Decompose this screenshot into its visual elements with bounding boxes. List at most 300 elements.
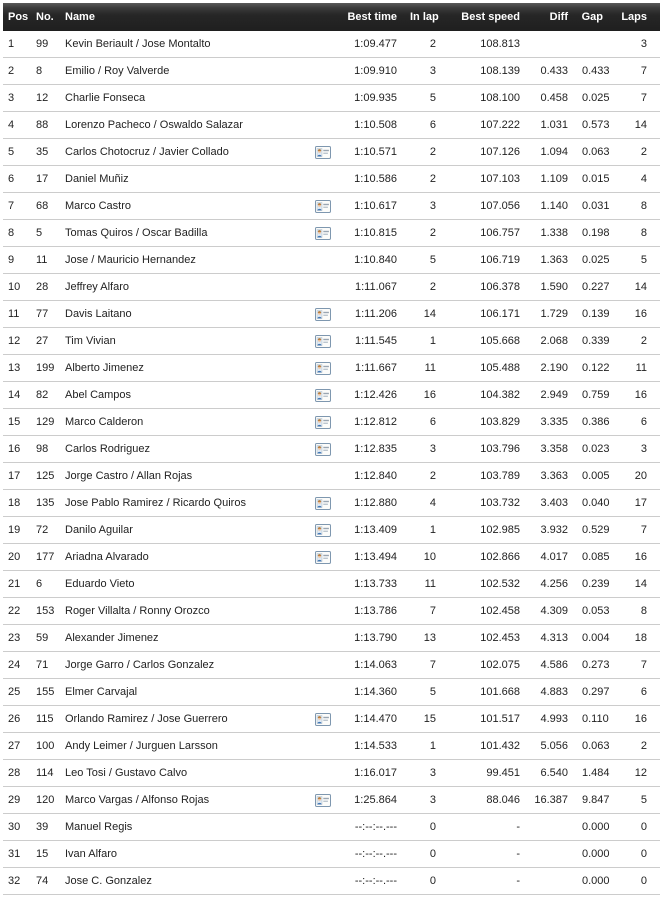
- position-cell: 10: [3, 274, 33, 301]
- best-speed-cell: 99.451: [449, 760, 533, 787]
- table-row[interactable]: [3, 301, 660, 328]
- driver-card-cell: [309, 652, 337, 679]
- car-number-cell: 28: [33, 274, 65, 301]
- driver-name-cell: Davis Laitano: [65, 301, 309, 328]
- gap-cell: 0.386: [581, 409, 616, 436]
- table-row[interactable]: [3, 733, 660, 760]
- driver-card-icon[interactable]: [315, 335, 331, 348]
- laps-cell: 14: [616, 571, 660, 598]
- gap-cell: 0.040: [581, 490, 616, 517]
- gap-cell: 0.122: [581, 355, 616, 382]
- car-number-cell: 59: [33, 625, 65, 652]
- results-panel: [3, 3, 660, 895]
- car-number-cell: 98: [33, 436, 65, 463]
- driver-name-cell: Alexander Jimenez: [65, 625, 309, 652]
- table-row[interactable]: [3, 652, 660, 679]
- position-cell: 28: [3, 760, 33, 787]
- car-number-cell: 11: [33, 247, 65, 274]
- car-number-cell: 120: [33, 787, 65, 814]
- driver-card-icon[interactable]: [315, 794, 331, 807]
- best-time-cell: 1:10.586: [337, 166, 410, 193]
- driver-name-cell: Tim Vivian: [65, 328, 309, 355]
- table-row[interactable]: [3, 598, 660, 625]
- laps-cell: 8: [616, 193, 660, 220]
- in-lap-cell: 3: [410, 58, 449, 85]
- table-row[interactable]: [3, 166, 660, 193]
- in-lap-cell: 16: [410, 382, 449, 409]
- best-time-cell: 1:14.470: [337, 706, 410, 733]
- in-lap-cell: 1: [410, 517, 449, 544]
- best-speed-cell: 102.985: [449, 517, 533, 544]
- car-number-cell: 155: [33, 679, 65, 706]
- position-cell: 9: [3, 247, 33, 274]
- position-cell: 20: [3, 544, 33, 571]
- driver-card-cell: [309, 733, 337, 760]
- driver-card-icon[interactable]: [315, 524, 331, 537]
- header-in-lap: In lap: [410, 3, 449, 31]
- laps-cell: 0: [616, 868, 660, 895]
- driver-card-icon[interactable]: [315, 551, 331, 564]
- table-row[interactable]: [3, 31, 660, 58]
- driver-card-cell: [309, 328, 337, 355]
- best-time-cell: 1:09.935: [337, 85, 410, 112]
- driver-name-cell: Roger Villalta / Ronny Orozco: [65, 598, 309, 625]
- gap-cell: 0.053: [581, 598, 616, 625]
- car-number-cell: 115: [33, 706, 65, 733]
- car-number-cell: 114: [33, 760, 65, 787]
- laps-cell: 6: [616, 409, 660, 436]
- diff-cell: 4.309: [533, 598, 581, 625]
- laps-cell: 8: [616, 598, 660, 625]
- in-lap-cell: 2: [410, 220, 449, 247]
- header-no: No.: [33, 3, 65, 31]
- laps-cell: 17: [616, 490, 660, 517]
- best-speed-cell: 107.103: [449, 166, 533, 193]
- driver-card-cell: [309, 841, 337, 868]
- gap-cell: 0.110: [581, 706, 616, 733]
- in-lap-cell: 5: [410, 679, 449, 706]
- laps-cell: 2: [616, 139, 660, 166]
- laps-cell: 4: [616, 166, 660, 193]
- diff-cell: 3.363: [533, 463, 581, 490]
- table-row[interactable]: [3, 706, 660, 733]
- gap-cell: 0.239: [581, 571, 616, 598]
- best-speed-cell: 101.668: [449, 679, 533, 706]
- position-cell: 6: [3, 166, 33, 193]
- best-speed-cell: 103.732: [449, 490, 533, 517]
- position-cell: 3: [3, 85, 33, 112]
- best-speed-cell: 105.668: [449, 328, 533, 355]
- table-row[interactable]: [3, 571, 660, 598]
- best-time-cell: 1:13.494: [337, 544, 410, 571]
- table-row[interactable]: [3, 112, 660, 139]
- gap-cell: 0.227: [581, 274, 616, 301]
- diff-cell: 2.949: [533, 382, 581, 409]
- car-number-cell: 17: [33, 166, 65, 193]
- table-row[interactable]: [3, 220, 660, 247]
- laps-cell: 3: [616, 31, 660, 58]
- laps-cell: 16: [616, 301, 660, 328]
- driver-card-cell: [309, 247, 337, 274]
- car-number-cell: 129: [33, 409, 65, 436]
- table-header: [3, 3, 660, 31]
- driver-card-icon[interactable]: [315, 389, 331, 402]
- driver-name-cell: Daniel Muñiz: [65, 166, 309, 193]
- driver-name-cell: Jorge Garro / Carlos Gonzalez: [65, 652, 309, 679]
- header-best-time: Best time: [337, 3, 410, 31]
- car-number-cell: 71: [33, 652, 65, 679]
- laps-cell: 20: [616, 463, 660, 490]
- driver-card-cell: [309, 409, 337, 436]
- position-cell: 18: [3, 490, 33, 517]
- position-cell: 2: [3, 58, 33, 85]
- table-row[interactable]: [3, 544, 660, 571]
- best-speed-cell: 107.222: [449, 112, 533, 139]
- driver-card-cell: [309, 139, 337, 166]
- best-speed-cell: 108.813: [449, 31, 533, 58]
- table-row[interactable]: [3, 409, 660, 436]
- driver-card-cell: [309, 436, 337, 463]
- gap-cell: 0.433: [581, 58, 616, 85]
- best-time-cell: 1:10.840: [337, 247, 410, 274]
- laps-cell: 14: [616, 112, 660, 139]
- driver-name-cell: Marco Vargas / Alfonso Rojas: [65, 787, 309, 814]
- diff-cell: [533, 814, 581, 841]
- diff-cell: 4.883: [533, 679, 581, 706]
- laps-cell: 5: [616, 787, 660, 814]
- driver-card-cell: [309, 274, 337, 301]
- laps-cell: 7: [616, 517, 660, 544]
- diff-cell: 1.590: [533, 274, 581, 301]
- driver-card-cell: [309, 58, 337, 85]
- in-lap-cell: 0: [410, 841, 449, 868]
- best-speed-cell: 106.171: [449, 301, 533, 328]
- driver-name-cell: Ariadna Alvarado: [65, 544, 309, 571]
- position-cell: 21: [3, 571, 33, 598]
- driver-name-cell: Jose C. Gonzalez: [65, 868, 309, 895]
- best-time-cell: --:--:--.---: [337, 868, 410, 895]
- driver-name-cell: Ivan Alfaro: [65, 841, 309, 868]
- car-number-cell: 27: [33, 328, 65, 355]
- car-number-cell: 35: [33, 139, 65, 166]
- driver-card-cell: [309, 490, 337, 517]
- best-time-cell: 1:10.508: [337, 112, 410, 139]
- table-row[interactable]: [3, 58, 660, 85]
- best-speed-cell: 102.075: [449, 652, 533, 679]
- laps-cell: 8: [616, 220, 660, 247]
- in-lap-cell: 11: [410, 355, 449, 382]
- gap-cell: 0.139: [581, 301, 616, 328]
- driver-card-icon[interactable]: [315, 200, 331, 213]
- driver-name-cell: Leo Tosi / Gustavo Calvo: [65, 760, 309, 787]
- driver-name-cell: Alberto Jimenez: [65, 355, 309, 382]
- best-speed-cell: 106.719: [449, 247, 533, 274]
- driver-card-cell: [309, 571, 337, 598]
- driver-card-icon[interactable]: [315, 416, 331, 429]
- table-row[interactable]: [3, 868, 660, 895]
- diff-cell: 1.031: [533, 112, 581, 139]
- position-cell: 22: [3, 598, 33, 625]
- driver-card-icon[interactable]: [315, 362, 331, 375]
- best-time-cell: 1:12.835: [337, 436, 410, 463]
- best-time-cell: 1:13.733: [337, 571, 410, 598]
- position-cell: 27: [3, 733, 33, 760]
- car-number-cell: 99: [33, 31, 65, 58]
- header-pos: Pos: [3, 3, 33, 31]
- in-lap-cell: 0: [410, 814, 449, 841]
- best-speed-cell: -: [449, 814, 533, 841]
- diff-cell: 3.403: [533, 490, 581, 517]
- table-row[interactable]: [3, 679, 660, 706]
- diff-cell: [533, 841, 581, 868]
- gap-cell: 0.023: [581, 436, 616, 463]
- car-number-cell: 5: [33, 220, 65, 247]
- diff-cell: 4.256: [533, 571, 581, 598]
- driver-card-icon[interactable]: [315, 713, 331, 726]
- laps-cell: 18: [616, 625, 660, 652]
- in-lap-cell: 5: [410, 247, 449, 274]
- best-speed-cell: 106.378: [449, 274, 533, 301]
- best-speed-cell: 102.866: [449, 544, 533, 571]
- gap-cell: 0.198: [581, 220, 616, 247]
- position-cell: 24: [3, 652, 33, 679]
- best-speed-cell: 102.458: [449, 598, 533, 625]
- table-row[interactable]: [3, 85, 660, 112]
- driver-card-cell: [309, 382, 337, 409]
- gap-cell: 0.015: [581, 166, 616, 193]
- laps-cell: 7: [616, 58, 660, 85]
- in-lap-cell: 7: [410, 652, 449, 679]
- gap-cell: 0.005: [581, 463, 616, 490]
- driver-name-cell: Elmer Carvajal: [65, 679, 309, 706]
- driver-name-cell: Carlos Rodriguez: [65, 436, 309, 463]
- gap-cell: 0.297: [581, 679, 616, 706]
- driver-card-icon[interactable]: [315, 308, 331, 321]
- best-speed-cell: 103.796: [449, 436, 533, 463]
- laps-cell: 11: [616, 355, 660, 382]
- laps-cell: 0: [616, 814, 660, 841]
- driver-card-cell: [309, 355, 337, 382]
- table-row[interactable]: [3, 274, 660, 301]
- driver-card-cell: [309, 517, 337, 544]
- car-number-cell: 82: [33, 382, 65, 409]
- best-time-cell: 1:14.533: [337, 733, 410, 760]
- table-row[interactable]: [3, 760, 660, 787]
- driver-card-cell: [309, 760, 337, 787]
- driver-card-cell: [309, 544, 337, 571]
- best-speed-cell: 101.432: [449, 733, 533, 760]
- driver-name-cell: Kevin Beriault / Jose Montalto: [65, 31, 309, 58]
- position-cell: 12: [3, 328, 33, 355]
- driver-card-icon[interactable]: [315, 443, 331, 456]
- best-speed-cell: 102.532: [449, 571, 533, 598]
- position-cell: 19: [3, 517, 33, 544]
- driver-card-cell: [309, 193, 337, 220]
- car-number-cell: 72: [33, 517, 65, 544]
- position-cell: 16: [3, 436, 33, 463]
- table-row[interactable]: [3, 490, 660, 517]
- results-table-body: [3, 31, 660, 895]
- diff-cell: 3.358: [533, 436, 581, 463]
- car-number-cell: 199: [33, 355, 65, 382]
- driver-card-cell: [309, 166, 337, 193]
- driver-name-cell: Jose / Mauricio Hernandez: [65, 247, 309, 274]
- header-name: Name: [65, 3, 309, 31]
- driver-name-cell: Jorge Castro / Allan Rojas: [65, 463, 309, 490]
- gap-cell: 0.000: [581, 868, 616, 895]
- in-lap-cell: 2: [410, 463, 449, 490]
- table-row[interactable]: [3, 193, 660, 220]
- diff-cell: 4.017: [533, 544, 581, 571]
- car-number-cell: 177: [33, 544, 65, 571]
- best-time-cell: 1:09.477: [337, 31, 410, 58]
- best-speed-cell: 103.829: [449, 409, 533, 436]
- table-row[interactable]: [3, 436, 660, 463]
- best-speed-cell: 106.757: [449, 220, 533, 247]
- table-row[interactable]: [3, 247, 660, 274]
- header-best-speed: Best speed: [449, 3, 533, 31]
- in-lap-cell: 0: [410, 868, 449, 895]
- laps-cell: 3: [616, 436, 660, 463]
- laps-cell: 2: [616, 328, 660, 355]
- diff-cell: 0.433: [533, 58, 581, 85]
- driver-name-cell: Marco Castro: [65, 193, 309, 220]
- best-speed-cell: 108.139: [449, 58, 533, 85]
- best-time-cell: 1:10.571: [337, 139, 410, 166]
- car-number-cell: 6: [33, 571, 65, 598]
- driver-card-cell: [309, 625, 337, 652]
- table-row[interactable]: [3, 328, 660, 355]
- driver-card-cell: [309, 463, 337, 490]
- gap-cell: 0.339: [581, 328, 616, 355]
- diff-cell: [533, 868, 581, 895]
- car-number-cell: 8: [33, 58, 65, 85]
- car-number-cell: 15: [33, 841, 65, 868]
- diff-cell: 4.313: [533, 625, 581, 652]
- driver-name-cell: Emilio / Roy Valverde: [65, 58, 309, 85]
- best-speed-cell: -: [449, 841, 533, 868]
- best-time-cell: 1:10.815: [337, 220, 410, 247]
- table-row[interactable]: [3, 463, 660, 490]
- table-row[interactable]: [3, 382, 660, 409]
- diff-cell: [533, 31, 581, 58]
- gap-cell: 0.004: [581, 625, 616, 652]
- driver-card-icon[interactable]: [315, 227, 331, 240]
- diff-cell: 6.540: [533, 760, 581, 787]
- table-row[interactable]: [3, 139, 660, 166]
- table-row[interactable]: [3, 517, 660, 544]
- in-lap-cell: 6: [410, 409, 449, 436]
- header-laps: Laps: [616, 3, 660, 31]
- table-row[interactable]: [3, 814, 660, 841]
- car-number-cell: 68: [33, 193, 65, 220]
- diff-cell: 4.993: [533, 706, 581, 733]
- gap-cell: 0.025: [581, 247, 616, 274]
- driver-card-cell: [309, 598, 337, 625]
- in-lap-cell: 13: [410, 625, 449, 652]
- table-row[interactable]: [3, 841, 660, 868]
- table-row[interactable]: [3, 787, 660, 814]
- in-lap-cell: 7: [410, 598, 449, 625]
- position-cell: 14: [3, 382, 33, 409]
- gap-cell: 0.031: [581, 193, 616, 220]
- gap-cell: 0.573: [581, 112, 616, 139]
- position-cell: 23: [3, 625, 33, 652]
- best-time-cell: 1:16.017: [337, 760, 410, 787]
- in-lap-cell: 2: [410, 166, 449, 193]
- best-time-cell: 1:11.067: [337, 274, 410, 301]
- car-number-cell: 74: [33, 868, 65, 895]
- in-lap-cell: 10: [410, 544, 449, 571]
- driver-card-cell: [309, 220, 337, 247]
- driver-card-icon[interactable]: [315, 497, 331, 510]
- driver-card-cell: [309, 85, 337, 112]
- diff-cell: 0.458: [533, 85, 581, 112]
- position-cell: 29: [3, 787, 33, 814]
- in-lap-cell: 3: [410, 787, 449, 814]
- in-lap-cell: 3: [410, 193, 449, 220]
- position-cell: 30: [3, 814, 33, 841]
- diff-cell: 5.056: [533, 733, 581, 760]
- car-number-cell: 12: [33, 85, 65, 112]
- best-time-cell: 1:11.206: [337, 301, 410, 328]
- driver-name-cell: Danilo Aguilar: [65, 517, 309, 544]
- table-row[interactable]: [3, 625, 660, 652]
- best-speed-cell: 105.488: [449, 355, 533, 382]
- best-time-cell: 1:13.790: [337, 625, 410, 652]
- laps-cell: 6: [616, 679, 660, 706]
- driver-card-cell: [309, 814, 337, 841]
- in-lap-cell: 14: [410, 301, 449, 328]
- position-cell: 32: [3, 868, 33, 895]
- best-time-cell: 1:11.667: [337, 355, 410, 382]
- driver-card-icon[interactable]: [315, 146, 331, 159]
- diff-cell: 1.338: [533, 220, 581, 247]
- gap-cell: 0.085: [581, 544, 616, 571]
- driver-name-cell: Abel Campos: [65, 382, 309, 409]
- diff-cell: 2.190: [533, 355, 581, 382]
- best-time-cell: 1:25.864: [337, 787, 410, 814]
- car-number-cell: 125: [33, 463, 65, 490]
- laps-cell: 5: [616, 247, 660, 274]
- best-speed-cell: 103.789: [449, 463, 533, 490]
- driver-card-cell: [309, 868, 337, 895]
- laps-cell: 2: [616, 733, 660, 760]
- driver-card-cell: [309, 301, 337, 328]
- position-cell: 4: [3, 112, 33, 139]
- in-lap-cell: 15: [410, 706, 449, 733]
- driver-name-cell: Charlie Fonseca: [65, 85, 309, 112]
- driver-card-cell: [309, 112, 337, 139]
- in-lap-cell: 11: [410, 571, 449, 598]
- best-time-cell: 1:12.880: [337, 490, 410, 517]
- diff-cell: 1.109: [533, 166, 581, 193]
- position-cell: 31: [3, 841, 33, 868]
- gap-cell: 0.000: [581, 841, 616, 868]
- best-speed-cell: 108.100: [449, 85, 533, 112]
- laps-cell: 0: [616, 841, 660, 868]
- best-speed-cell: 104.382: [449, 382, 533, 409]
- position-cell: 13: [3, 355, 33, 382]
- laps-cell: 14: [616, 274, 660, 301]
- table-row[interactable]: [3, 355, 660, 382]
- in-lap-cell: 3: [410, 760, 449, 787]
- driver-name-cell: Marco Calderon: [65, 409, 309, 436]
- header-diff: Diff: [533, 3, 581, 31]
- gap-cell: 9.847: [581, 787, 616, 814]
- diff-cell: 1.363: [533, 247, 581, 274]
- gap-cell: 1.484: [581, 760, 616, 787]
